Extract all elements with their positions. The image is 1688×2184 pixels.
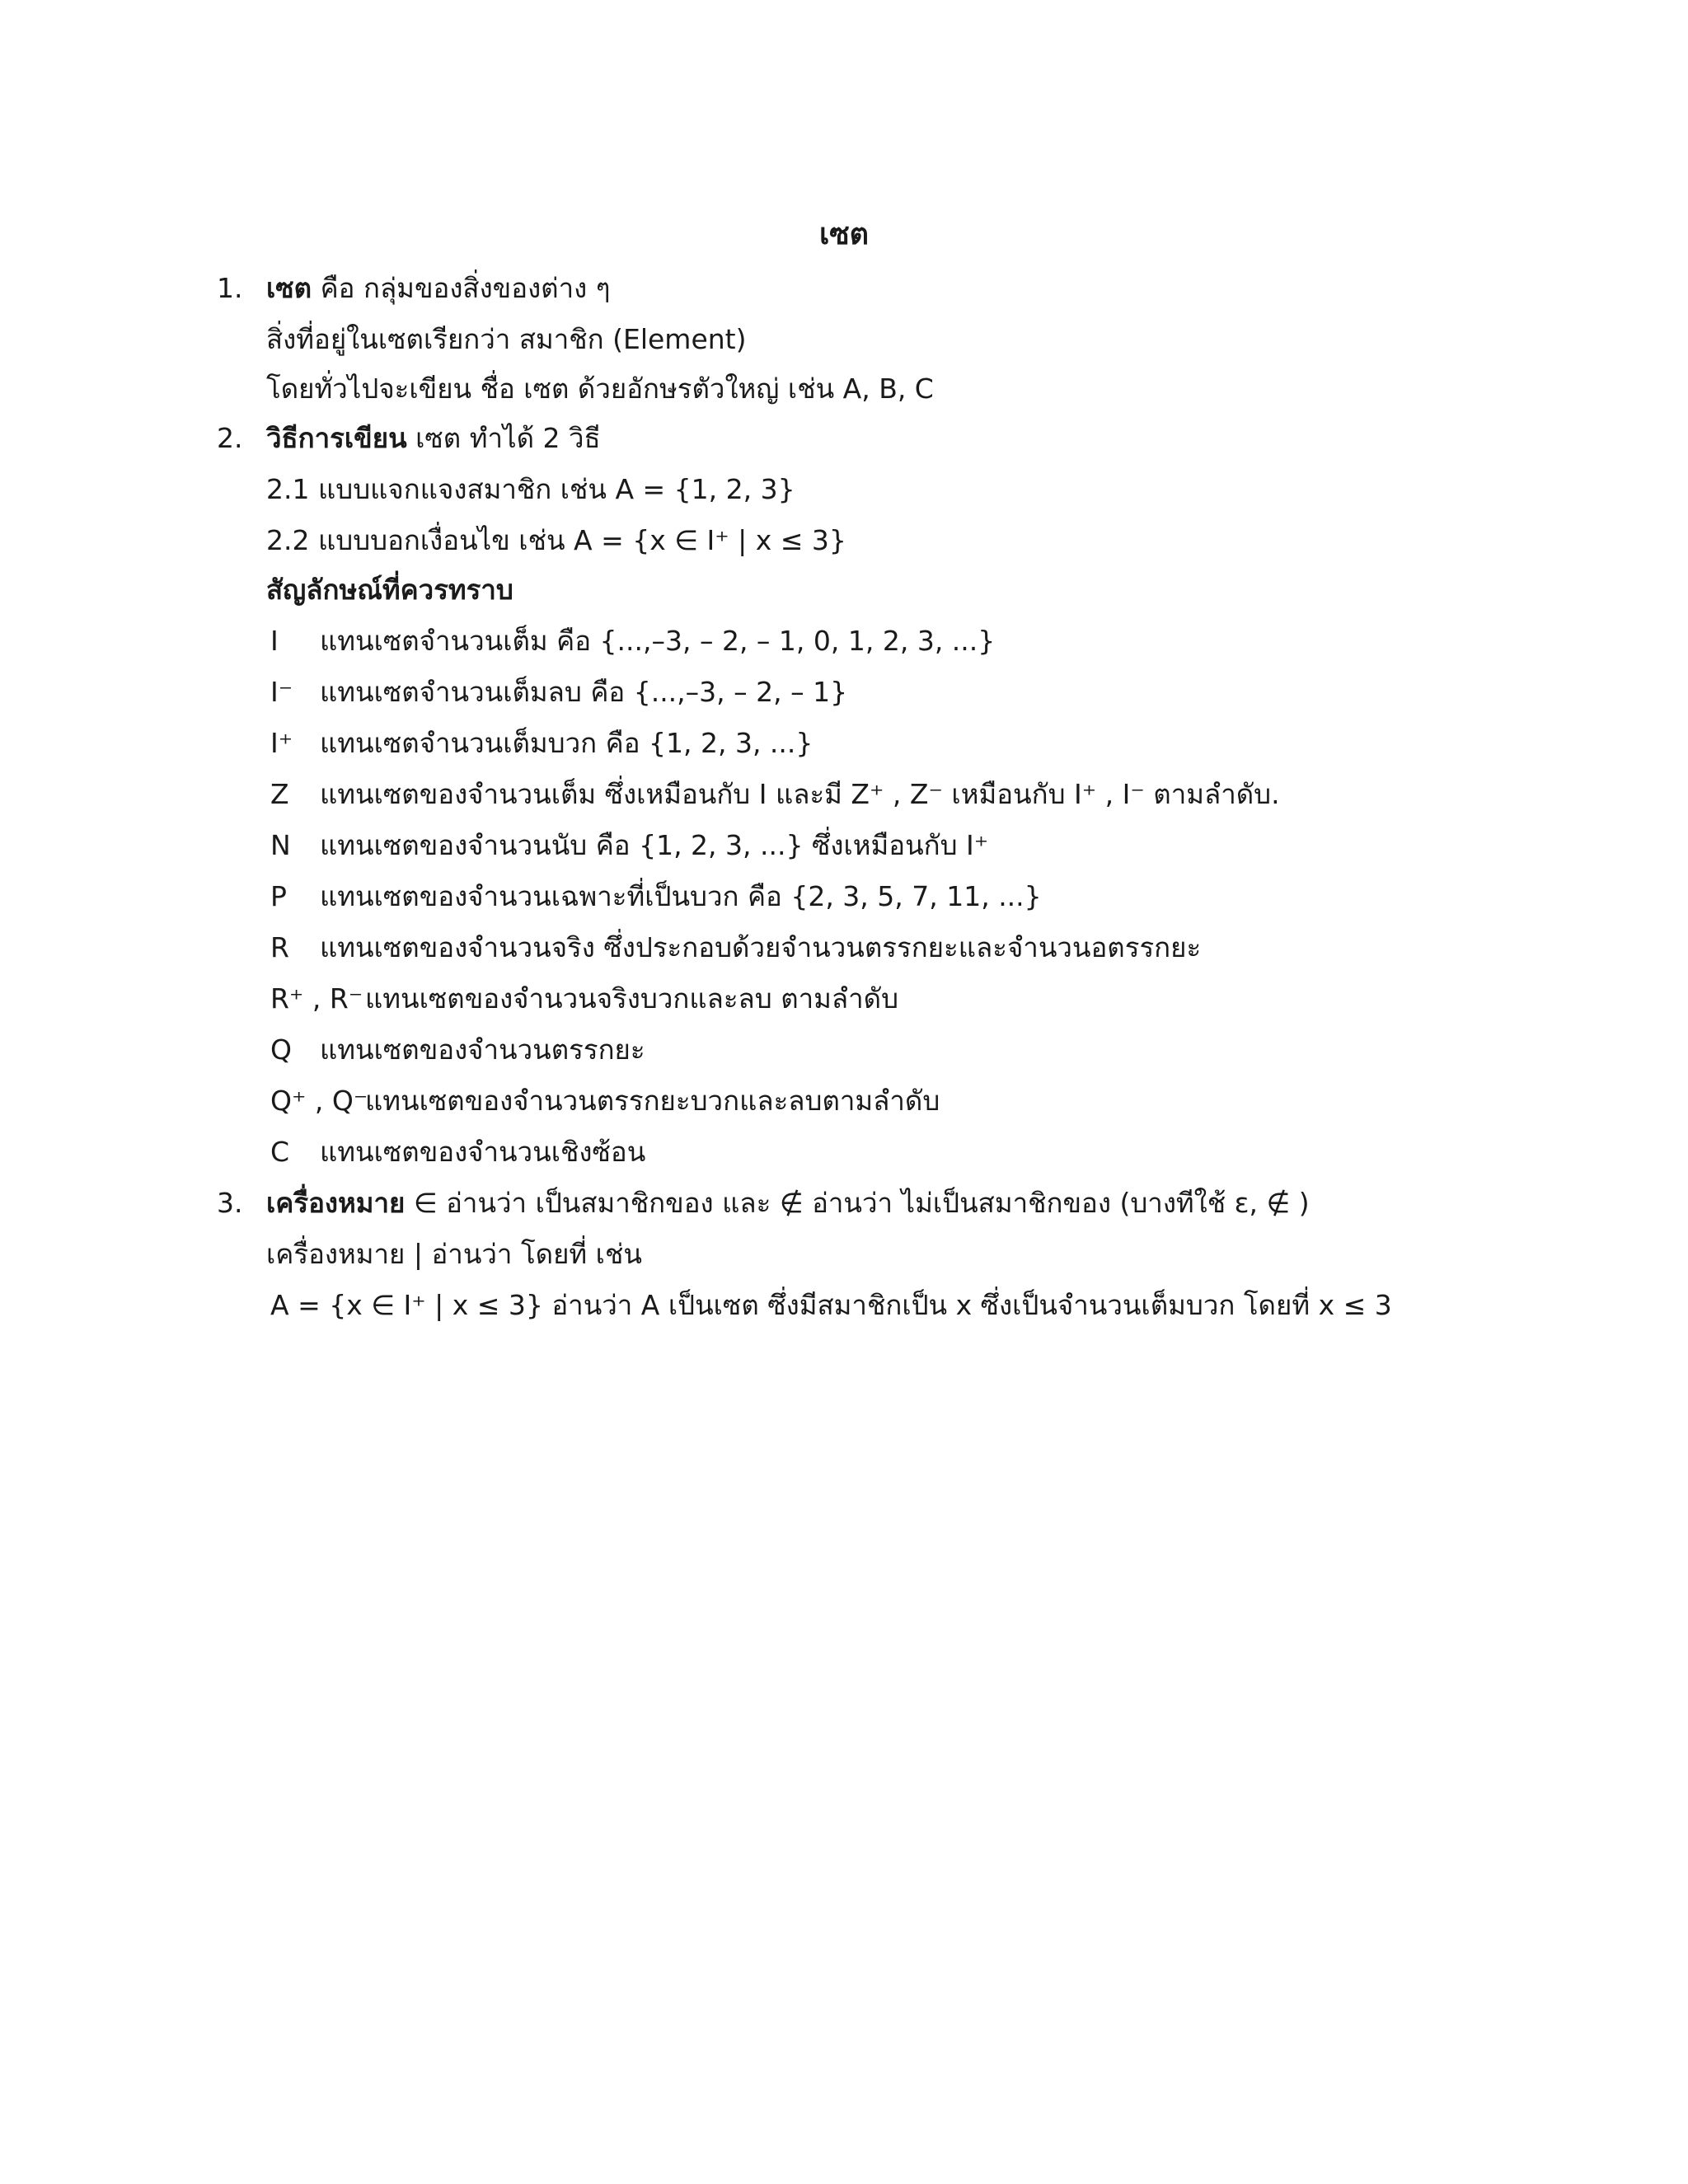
item-1-line-1: สิ่งที่อยู่ในเซตเรียกว่า สมาชิก (Element) [266,323,747,355]
item-3-line-2: A = {x ∈ I⁺ | x ≤ 3} อ่านว่า A เป็นเซต ซึ่งมีสมาชิกเป็น x ซึ่งเป็นจำนวนเต็มบวก โดยที่ x ≤ 3 [270,1289,1392,1321]
symbol-description: แทนเซตจำนวนเต็ม คือ {...,–3, – 2, – 1, 0, 1, 2, 3, ...} [320,625,996,657]
symbol-description: แทนเซตของจำนวนเชิงซ้อน [320,1136,646,1168]
symbol: R [270,931,289,963]
symbol: I⁻ [270,676,293,708]
item-3-heading [266,1185,1310,1221]
item-1-definition: คือ กลุ่มของสิ่งของต่าง ๆ [312,272,611,304]
symbol-row-Q [270,1032,645,1068]
symbols-subheading-text: สัญลักษณ์ที่ควรทราบ [266,574,513,606]
symbol-description: แทนเซตของจำนวนตรรกยะ [320,1033,645,1066]
symbol-row-I-plus [270,725,813,762]
symbol-row-R-plus-minus [270,981,898,1017]
symbol-row-N [270,827,988,864]
symbol-description: แทนเซตของจำนวนเต็ม ซึ่งเหมือนกับ I และมี Z⁺ , Z⁻ เหมือนกับ I⁺ , I⁻ ตามลำดับ. [320,778,1280,810]
item-1-line-2: โดยทั่วไปจะเขียน ชื่อ เซต ด้วยอักษรตัวใหญ่ เช่น A, B, C [266,373,934,405]
item-2-definition: เซต ทำได้ 2 วิธี [406,422,601,454]
symbol-description: แทนเซตจำนวนเต็มบวก คือ {1, 2, 3, ...} [320,727,814,759]
symbol-description: แทนเซตของจำนวนเฉพาะที่เป็นบวก คือ {2, 3, 5, 7, 11, ...} [320,880,1042,912]
item-2-term: วิธีการเขียน [266,422,407,454]
symbol-row-R [270,930,1201,966]
symbol-row-I-minus [270,674,847,710]
item-3-line-1: เครื่องหมาย | อ่านว่า โดยที่ เช่น [266,1238,642,1270]
symbol-description: แทนเซตของจำนวนตรรกยะบวกและลบตามลำดับ [365,1085,940,1117]
item-2-heading [266,420,601,457]
symbol-description: แทนเซตของจำนวนนับ คือ {1, 2, 3, ...} ซึ่งเหมือนกับ I⁺ [320,829,989,861]
symbol: Z [270,778,289,810]
item-2-number: 2. [217,422,243,454]
symbol-row-Q-plus-minus [270,1083,940,1119]
item-1-term: เซต [266,272,312,304]
item-1-heading [266,270,610,307]
item-3-number: 3. [217,1187,243,1219]
symbol: R⁺ , R⁻ [270,982,363,1015]
item-3-definition: ∈ อ่านว่า เป็นสมาชิกของ และ ∉ อ่านว่า ไม่เป็นสมาชิกของ (บางทีใช้ ε, ∉ ) [405,1187,1310,1219]
symbol: I [270,625,279,657]
symbol-description: แทนเซตจำนวนเต็มลบ คือ {...,–3, – 2, – 1} [320,676,848,708]
symbol-row-Z [270,776,1280,813]
symbol: Q⁺ , Q⁻ [270,1085,368,1117]
symbol: P [270,880,287,912]
symbol-row-I [270,623,995,659]
symbols-subheading [266,572,513,608]
symbol: Q [270,1033,292,1066]
item-1-number: 1. [217,272,243,304]
symbol-description: แทนเซตของจำนวนจริง ซึ่งประกอบด้วยจำนวนตรรกยะและจำนวนอตรรกยะ [320,931,1202,963]
item-3-term: เครื่องหมาย [266,1187,406,1219]
symbol-row-C [270,1134,645,1170]
item-2-line-1: 2.1 แบบแจกแจงสมาชิก เช่น A = {1, 2, 3} [266,473,795,505]
item-2-line-2: 2.2 แบบบอกเงื่อนไข เช่น A = {x ∈ I⁺ | x ≤ 3} [266,524,846,556]
page-title: เซต [818,218,870,251]
symbol: C [270,1136,290,1168]
symbol-row-P [270,879,1042,915]
symbol: I⁺ [270,727,293,759]
symbol: N [270,829,291,861]
symbol-description: แทนเซตของจำนวนจริงบวกและลบ ตามลำดับ [365,982,899,1015]
